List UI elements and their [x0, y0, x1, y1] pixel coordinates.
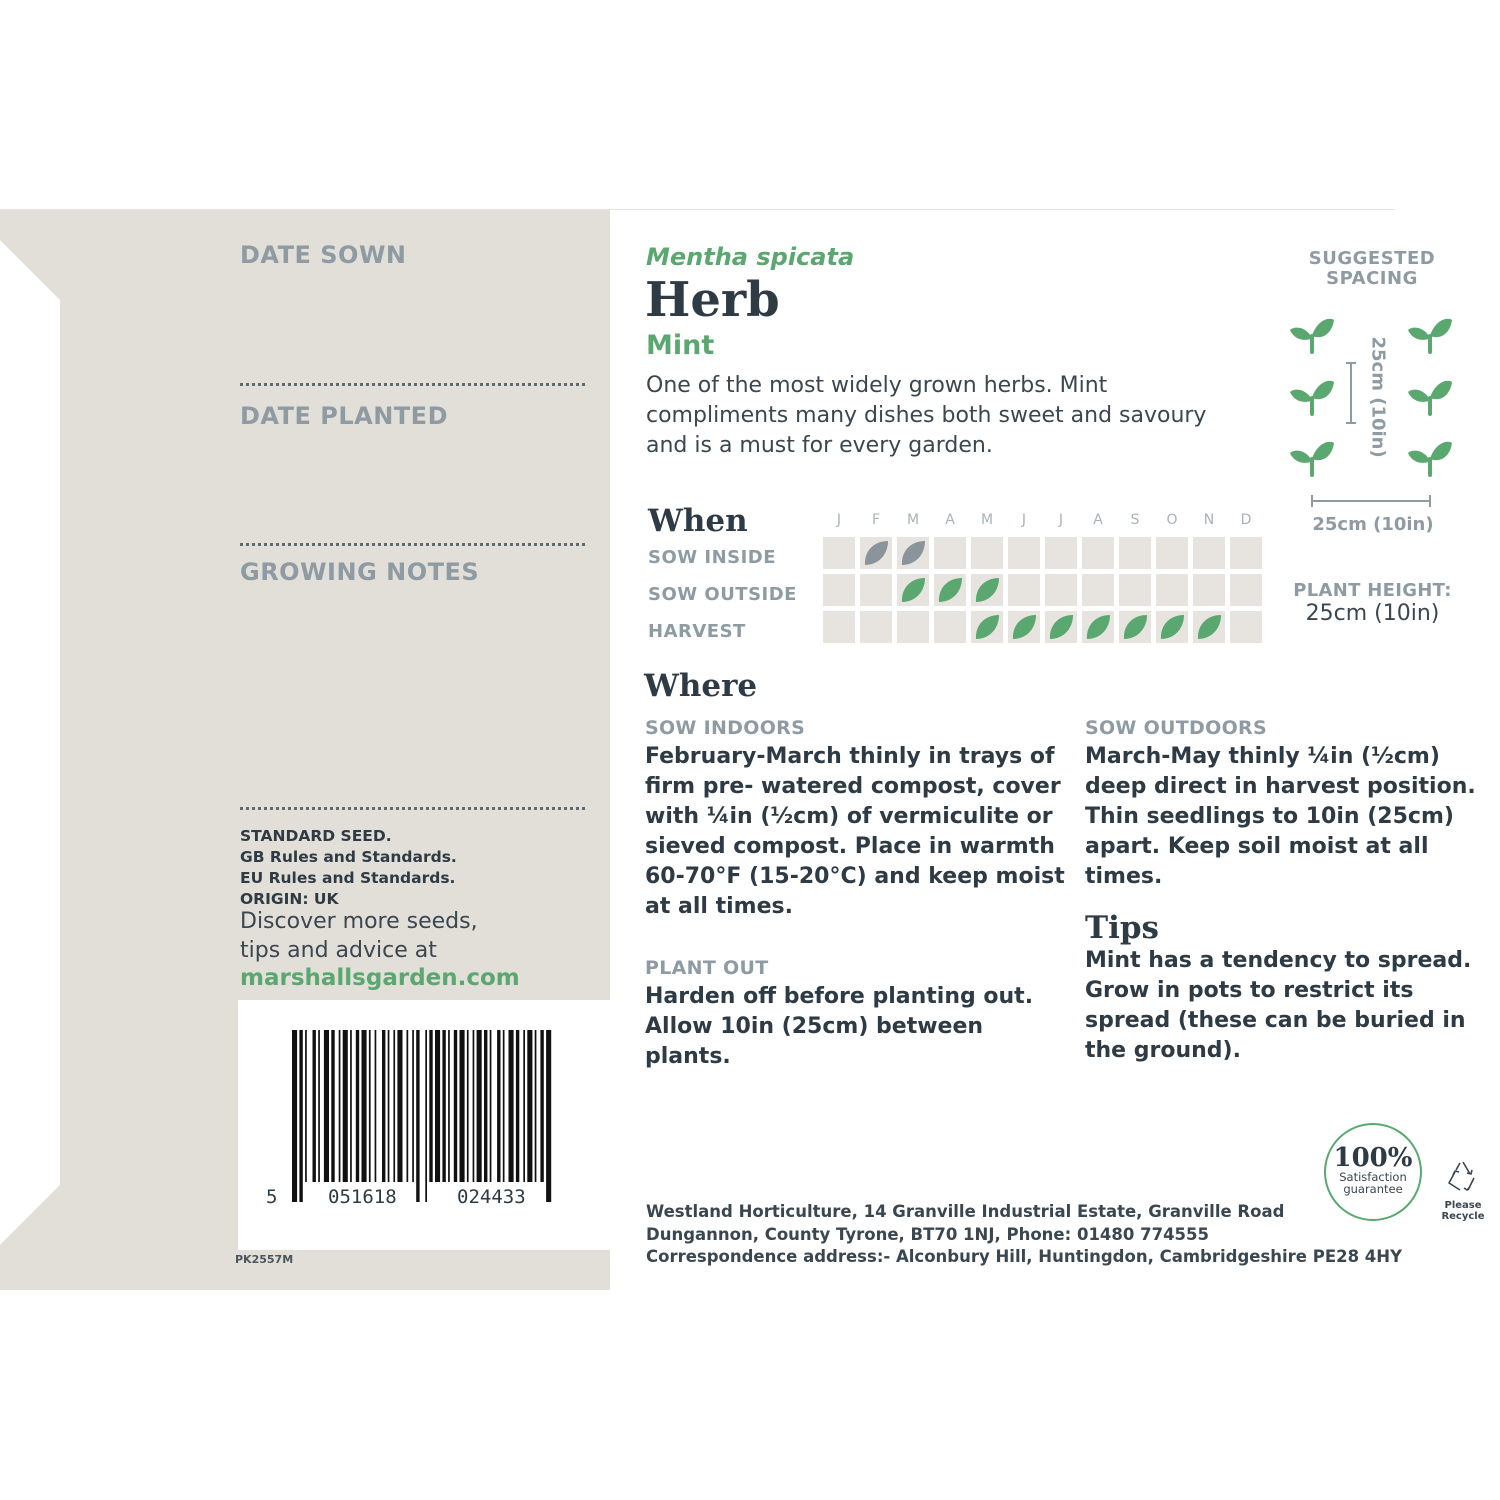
month-label: F	[871, 512, 881, 528]
barcode-bar	[299, 1030, 302, 1202]
when-heading: When	[648, 503, 748, 539]
plant-height-value: 25cm (10in)	[1305, 601, 1440, 626]
barcode-bar	[527, 1030, 532, 1182]
calendar-cell	[1045, 537, 1077, 569]
spacing-heading	[1292, 249, 1452, 289]
calendar-cell	[1230, 611, 1262, 643]
plant-out-heading: PLANT OUT	[645, 957, 769, 979]
spacing-heading-line: SUGGESTED	[1308, 248, 1436, 269]
barcode-left-group: 051618	[328, 1186, 397, 1208]
barcode-bar	[454, 1030, 457, 1182]
calendar-cell	[860, 537, 892, 569]
sow-outside-label: SOW OUTSIDE	[648, 584, 797, 605]
calendar-cell	[1045, 574, 1077, 606]
address-line: Correspondence address:- Alconbury Hill, Huntingdon, Cambridgeshire PE28 4HY	[646, 1247, 1403, 1266]
text-line: the ground).	[1085, 1038, 1241, 1063]
barcode-bar	[516, 1030, 519, 1182]
tips-text	[1085, 946, 1485, 1066]
seedling-icon	[1290, 319, 1334, 352]
text-line: with ¼in (½cm) of vermiculite or	[645, 804, 1053, 829]
calendar-cell	[1082, 611, 1114, 643]
leaf-icon	[897, 574, 929, 606]
sow-outdoors-heading: SOW OUTDOORS	[1085, 717, 1267, 739]
barcode-bar	[369, 1030, 371, 1182]
calendar-cell	[1008, 611, 1040, 643]
barcode-bar	[343, 1030, 348, 1182]
calendar-cell	[934, 574, 966, 606]
barcode-bar	[425, 1030, 427, 1202]
seedling-icon	[1408, 319, 1452, 352]
growing-notes-label: GROWING NOTES	[240, 558, 480, 586]
calendar-cell	[823, 574, 855, 606]
barcode-bar	[362, 1030, 367, 1182]
date-sown-label: DATE SOWN	[240, 241, 407, 269]
page-title: Herb	[645, 272, 780, 328]
barcode-bar	[388, 1030, 390, 1182]
standard-line: ORIGIN: UK	[240, 890, 339, 908]
barcode-bar	[448, 1030, 450, 1182]
calendar-cell	[934, 537, 966, 569]
month-label: N	[1203, 512, 1215, 528]
barcode-right-group: 024433	[457, 1186, 526, 1208]
divider	[240, 383, 585, 386]
barcode-bar	[382, 1030, 385, 1182]
horizontal-spacing-label: 25cm (10in)	[1312, 514, 1434, 535]
satisfaction-line: Satisfaction	[1339, 1170, 1407, 1184]
text-line: plants.	[645, 1044, 731, 1069]
website-link[interactable]: marshallsgarden.com	[240, 965, 520, 991]
standard-line: GB Rules and Standards.	[240, 848, 457, 866]
discover-line: tips and advice at	[240, 938, 437, 963]
barcode-bar	[497, 1030, 500, 1182]
satisfaction-line: guarantee	[1343, 1182, 1403, 1196]
barcode-bar	[416, 1030, 419, 1202]
standard-line: STANDARD SEED.	[240, 827, 392, 845]
barcode-bar	[313, 1030, 316, 1182]
barcode-bar	[503, 1030, 505, 1182]
divider	[240, 543, 585, 546]
barcode-bar	[292, 1030, 297, 1202]
sow-indoors-text	[645, 742, 1075, 922]
sow-outdoors-text	[1085, 742, 1485, 892]
variety-name: Mint	[646, 330, 715, 361]
calendar-cell	[1119, 611, 1151, 643]
discover-text	[240, 907, 478, 965]
barcode-bar	[484, 1030, 487, 1182]
sow-indoors-heading: SOW INDOORS	[645, 717, 806, 739]
calendar-cell	[1082, 574, 1114, 606]
recycle-line: Recycle	[1441, 1211, 1485, 1222]
text-line: sieved compost. Place in warmth	[645, 834, 1055, 859]
barcode	[238, 1000, 610, 1220]
barcode-bar	[356, 1030, 359, 1182]
leaf-icon	[860, 537, 892, 569]
seed-standards	[240, 826, 457, 910]
leaf-icon	[971, 574, 1003, 606]
barcode-bar	[397, 1030, 402, 1182]
leaf-icon	[934, 574, 966, 606]
month-label: A	[1093, 512, 1103, 528]
vertical-spacing-label: 25cm (10in)	[1367, 336, 1389, 458]
text-line: Harden off before planting out.	[645, 984, 1034, 1009]
leaf-icon	[1193, 611, 1225, 643]
calendar-cell	[1193, 574, 1225, 606]
month-label: J	[1021, 512, 1027, 528]
barcode-bar	[509, 1030, 514, 1182]
calendar-cell	[1156, 611, 1188, 643]
standard-line: EU Rules and Standards.	[240, 869, 456, 887]
sow-inside-label: SOW INSIDE	[648, 547, 777, 568]
barcode-bar	[467, 1030, 469, 1182]
pack-code: PK2557M	[235, 1253, 294, 1266]
seedling-icon	[1290, 442, 1334, 475]
barcode-first-digit: 5	[266, 1186, 278, 1208]
barcode-bar	[324, 1030, 329, 1182]
calendar-cell	[1119, 537, 1151, 569]
plant-height-label: PLANT HEIGHT:	[1293, 580, 1452, 601]
text-line: Allow 10in (25cm) between	[645, 1014, 984, 1039]
satisfaction-percent: 100%	[1333, 1143, 1413, 1173]
text-line: Thin seedlings to 10in (25cm)	[1085, 804, 1454, 829]
text-line: Grow in pots to restrict its	[1085, 978, 1414, 1003]
latin-name: Mentha spicata	[646, 243, 855, 271]
barcode-bar	[375, 1030, 377, 1182]
month-header	[823, 512, 1263, 532]
barcode-area	[238, 1000, 610, 1250]
text-line: at all times.	[645, 894, 793, 919]
barcode-bar	[339, 1030, 341, 1182]
calendar-cell	[971, 574, 1003, 606]
month-label: M	[980, 512, 994, 528]
recycle-line: Please	[1444, 1200, 1482, 1211]
barcode-bar	[535, 1030, 537, 1182]
calendar-cell	[1045, 611, 1077, 643]
text-line: spread (these can be buried in	[1085, 1008, 1466, 1033]
barcode-bar	[490, 1030, 492, 1182]
text-line: March-May thinly ¼in (½cm)	[1085, 744, 1440, 769]
discover-line: Discover more seeds,	[240, 909, 478, 934]
calendar-cell	[1193, 611, 1225, 643]
calendar-cell	[971, 537, 1003, 569]
leaf-icon	[1045, 611, 1077, 643]
tips-heading: Tips	[1085, 910, 1159, 946]
month-label: D	[1240, 512, 1252, 528]
text-line: firm pre- watered compost, cover	[645, 774, 1061, 799]
text-line: times.	[1085, 864, 1163, 889]
seedling-icon	[1408, 381, 1452, 414]
barcode-bar	[318, 1030, 320, 1182]
calendar-cell	[1008, 537, 1040, 569]
address-line: Dungannon, County Tyrone, BT70 1NJ, Phone: 01480 774555	[646, 1224, 1209, 1244]
description-line: compliments many dishes both sweet and savoury	[646, 403, 1207, 428]
text-line: apart. Keep soil moist at all	[1085, 834, 1429, 859]
leaf-icon	[1008, 611, 1040, 643]
calendar-cell	[1230, 574, 1262, 606]
barcode-bar	[435, 1030, 440, 1182]
calendar-cell	[897, 574, 929, 606]
divider	[240, 807, 585, 810]
barcode-bar	[546, 1030, 551, 1202]
barcode-bar	[477, 1030, 482, 1182]
calendar-cell	[823, 537, 855, 569]
plant-out-text	[645, 982, 1075, 1072]
calendar-cell	[1156, 574, 1188, 606]
text-line: 60-70°F (15-20°C) and keep moist	[645, 864, 1065, 889]
text-line: February-March thinly in trays of	[645, 744, 1055, 769]
calendar-cell	[934, 611, 966, 643]
recycle-label	[1432, 1200, 1494, 1222]
leaf-icon	[1119, 611, 1151, 643]
leaf-icon	[897, 537, 929, 569]
month-label: M	[906, 512, 920, 528]
barcode-bar	[407, 1030, 409, 1182]
date-planted-label: DATE PLANTED	[240, 402, 448, 430]
company-address	[646, 1201, 1402, 1269]
calendar-cell	[860, 611, 892, 643]
month-label: A	[945, 512, 955, 528]
calendar-cell	[1193, 537, 1225, 569]
month-label: S	[1130, 512, 1140, 528]
barcode-bar	[442, 1030, 445, 1182]
month-label: O	[1166, 512, 1178, 528]
barcode-bar	[393, 1030, 395, 1182]
recycle-icon	[1444, 1158, 1482, 1196]
spacing-heading-line: SPACING	[1326, 268, 1418, 289]
barcode-bar	[350, 1030, 352, 1182]
barcode-bar	[305, 1030, 307, 1182]
address-line: Westland Horticulture, 14 Granville Industrial Estate, Granville Road	[646, 1202, 1285, 1221]
text-line: Mint has a tendency to spread.	[1085, 948, 1472, 973]
sowing-calendar	[823, 537, 1263, 647]
barcode-bar	[429, 1030, 432, 1182]
calendar-cell	[1156, 537, 1188, 569]
description-line: One of the most widely grown herbs. Mint	[646, 373, 1108, 398]
month-label: J	[1058, 512, 1064, 528]
seedling-icon	[1408, 442, 1452, 475]
calendar-cell	[971, 611, 1003, 643]
calendar-cell	[897, 537, 929, 569]
leaf-icon	[971, 611, 1003, 643]
calendar-cell	[1230, 537, 1262, 569]
description	[646, 371, 1256, 461]
leaf-icon	[1082, 611, 1114, 643]
month-label: J	[836, 512, 842, 528]
barcode-bar	[460, 1030, 465, 1182]
harvest-label: HARVEST	[648, 621, 746, 642]
text-line: deep direct in harvest position.	[1085, 774, 1476, 799]
where-heading: Where	[644, 668, 758, 704]
description-line: and is a must for every garden.	[646, 433, 993, 458]
calendar-cell	[860, 574, 892, 606]
barcode-bar	[412, 1030, 414, 1182]
calendar-cell	[1119, 574, 1151, 606]
calendar-cell	[897, 611, 929, 643]
barcode-bar	[540, 1030, 543, 1182]
barcode-bar	[331, 1030, 334, 1182]
seedling-icon	[1290, 381, 1334, 414]
calendar-cell	[1082, 537, 1114, 569]
calendar-cell	[1008, 574, 1040, 606]
calendar-cell	[823, 611, 855, 643]
barcode-bar	[523, 1030, 525, 1182]
leaf-icon	[1156, 611, 1188, 643]
barcode-bar	[473, 1030, 475, 1182]
